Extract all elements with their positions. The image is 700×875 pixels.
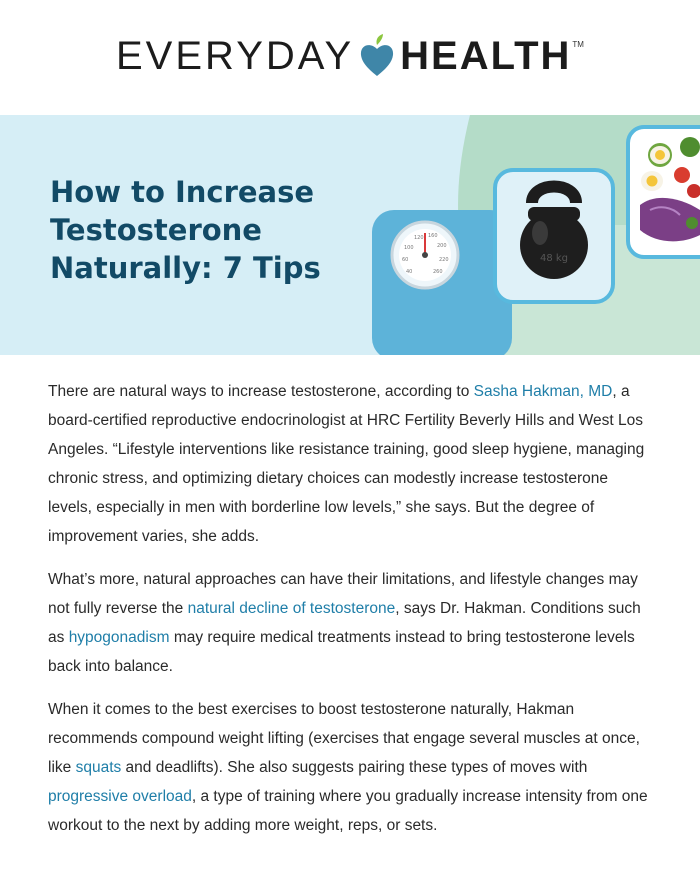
svg-text:48 kg: 48 kg [539,253,569,264]
text-run: , says Dr. Hakman. Conditions such as [48,600,641,646]
svg-text:200: 200 [437,243,447,249]
link-sasha-hakman[interactable]: Sasha Hakman, MD [473,383,613,400]
text-run: There are natural ways to increase testosterone, according to [48,383,474,400]
svg-text:40: 40 [406,269,413,275]
text-run: What’s more, natural approaches can have their limitations, and lifestyle changes may not fully reverse the [48,571,638,617]
text-run: , a board-certified reproductive endocrinologist at HRC Fertility Beverly Hills and West Los Angeles. “Lifestyle interventions like resistance training, good sleep hygiene, managing chronic stress, and optimizing dietary choices can modestly increase testosterone levels, especially in men with borderline low levels,” she says. But the degree of improvement varies, she adds. [48,383,645,545]
svg-text:60: 60 [402,257,409,263]
svg-text:260: 260 [433,269,443,275]
hero-banner [0,115,700,355]
trademark-mark: TM [572,40,584,49]
logo-word-health: HEALTH [400,34,572,78]
paragraph-1 [48,377,648,551]
article-body [48,377,648,854]
site-header [0,0,700,115]
site-logo[interactable] [0,34,700,79]
kettlebell-icon [495,170,613,302]
svg-text:100: 100 [404,245,414,251]
paragraph-2 [48,565,648,681]
link-hypogonadism[interactable]: hypogonadism [68,629,170,646]
paragraph-3 [48,695,648,840]
svg-text:220: 220 [439,257,449,263]
text-run: and deadlifts). She also suggests pairing these types of moves with [121,759,588,776]
logo-word-everyday: EVERYDAY [116,34,355,78]
link-squats[interactable]: squats [75,759,122,776]
text-run: , a type of training where you gradually increase intensity from one workout to the next by adding more weight, reps, or sets. [48,788,648,834]
svg-text:120: 120 [414,235,424,241]
svg-text:160: 160 [428,233,438,239]
link-natural-decline-of-testosterone[interactable]: natural decline of testosterone [187,600,396,617]
article-title: How to Increase Testosterone Naturally: 7 Tips [50,175,321,285]
bathroom-scale-icon [372,210,512,355]
text-run: When it comes to the best exercises to boost testosterone naturally, Hakman recommends compound weight lifting (exercises that engage several muscles at once, like [48,701,640,776]
text-run: may require medical treatments instead to bring testosterone levels back into balance. [48,629,635,675]
salad-bowl-icon [628,127,700,257]
apple-heart-icon [358,33,396,77]
link-progressive-overload[interactable]: progressive overload [48,788,192,805]
